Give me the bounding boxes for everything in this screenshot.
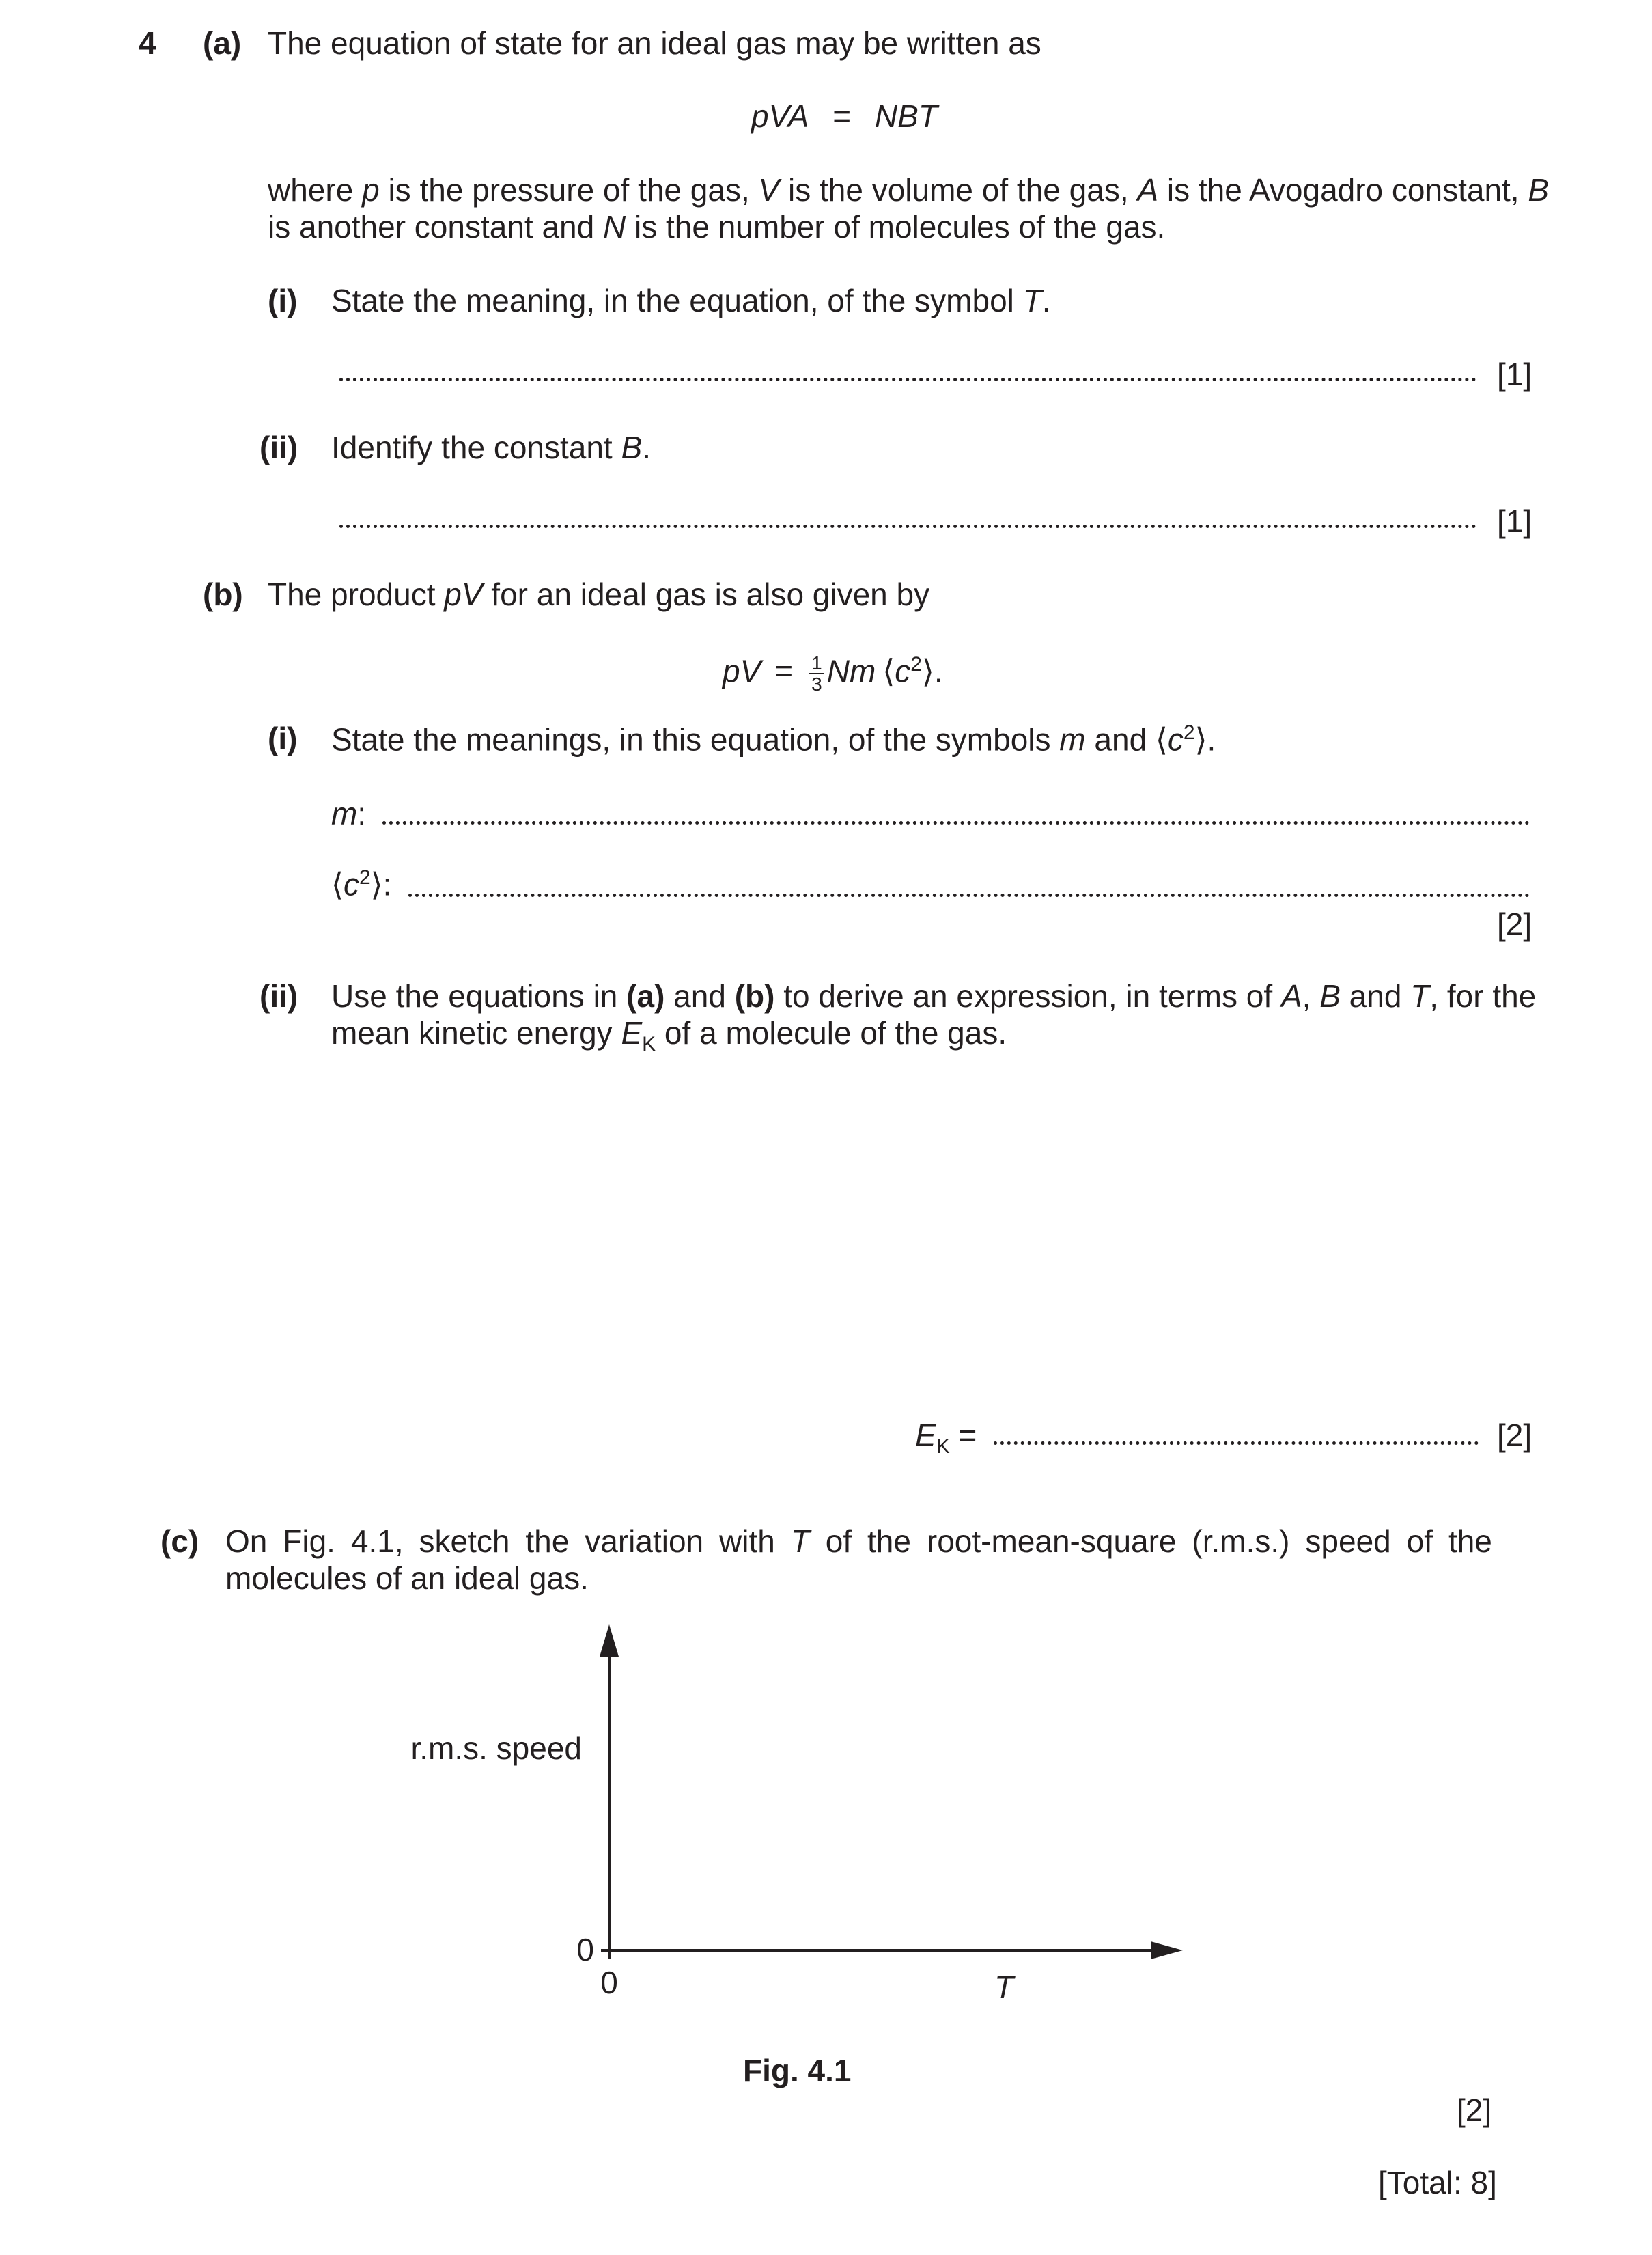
equation-equals: = xyxy=(832,98,852,134)
x-axis-arrowhead xyxy=(1151,1941,1183,1959)
part-b-label: (b) xyxy=(203,577,243,612)
marks-b-ii: [2] xyxy=(1497,1417,1532,1453)
equation-rhs: NBT xyxy=(874,98,938,134)
part-a-where-line-2: is another constant and N is the number of molecules of the gas. xyxy=(268,209,1166,245)
part-b-ii-label: (ii) xyxy=(260,978,298,1014)
marks-a-ii: [1] xyxy=(1497,503,1532,539)
part-a-i-label: (i) xyxy=(268,283,298,318)
figure-caption: Fig. 4.1 xyxy=(743,2053,852,2088)
equation-lhs: pVA xyxy=(751,98,809,134)
y-axis-label: r.m.s. speed xyxy=(410,1730,582,1766)
m-answer-label: m: xyxy=(331,796,367,831)
part-b-i-label: (i) xyxy=(268,721,298,756)
y-origin-label: 0 xyxy=(576,1932,594,1967)
part-a-ii-label: (ii) xyxy=(260,430,298,465)
part-a-label: (a) xyxy=(203,25,242,61)
question-number: 4 xyxy=(139,25,156,61)
part-c-line-2: molecules of an ideal gas. xyxy=(225,1560,589,1596)
ek-answer-label: $E_K$ = xyxy=(915,1417,977,1458)
part-b-ii-line-1: Use the equations in (a) and (b) to derive an expression, in terms of A, B and T, for the xyxy=(331,978,1537,1014)
x-origin-label: 0 xyxy=(600,1965,618,2000)
marks-c: [2] xyxy=(1457,2092,1492,2128)
part-c-label: (c) xyxy=(160,1523,199,1559)
part-b-intro: The product pV for an ideal gas is also given by xyxy=(268,577,930,612)
part-c-line-1: On Fig. 4.1, sketch the variation with T of the root-mean-square (r.m.s.) speed of the xyxy=(225,1523,1492,1559)
part-a-ii-prompt: Identify the constant B. xyxy=(331,430,651,465)
x-axis-label: T xyxy=(994,1969,1014,2005)
part-b-ii-line-2: mean kinetic energy $E_K$ of a molecule of the gas. xyxy=(331,1015,1007,1056)
marks-b-i: [2] xyxy=(1497,907,1532,942)
part-a-where-line-1: where p is the pressure of the gas, V is the volume of the gas, A is the Avogadro constant, B xyxy=(268,172,1550,208)
y-axis-arrowhead xyxy=(600,1624,619,1657)
part-a-i-prompt: State the meaning, in the equation, of the symbol T. xyxy=(331,283,1051,318)
question-total: [Total: 8] xyxy=(1378,2165,1497,2200)
part-b-i-prompt: State the meanings, in this equation, of the symbols m and $⟨c^2⟩$. xyxy=(331,721,1216,758)
marks-a-i: [1] xyxy=(1497,357,1532,392)
kinetic-theory-equation: pV = $\frac{1}{3}$ Nm $⟨c^2⟩$. xyxy=(723,652,943,695)
one-third-fraction: $\frac{1}{3}$ xyxy=(809,653,824,695)
c2-answer-label: $⟨c^2⟩$: xyxy=(331,866,392,902)
part-a-intro: The equation of state for an ideal gas may be written as xyxy=(268,25,1041,61)
